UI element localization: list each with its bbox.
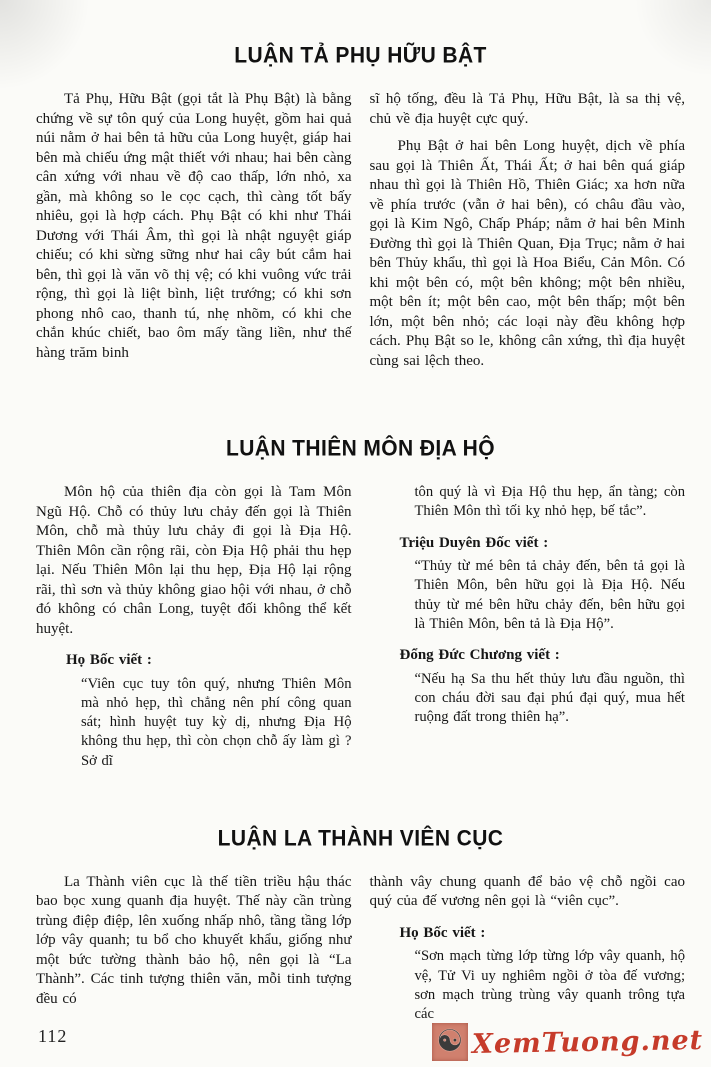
section-la-thanh-vien-cuc xyxy=(36,827,685,1025)
paragraph: thành vây chung quanh để bảo vệ chỗ ngồi cao quý của đế vương nên gọi là “viên cục”. xyxy=(369,873,685,910)
quote: “Viên cục tuy tôn quý, nhưng Thiên Môn mà nhỏ hẹp, thì chẳng nên phí công quan sát; hình huyệt tuy kỳ dị, nhưng Địa Hộ không thu hẹp, thì còn chọn chỗ ấy làm gì ? Sở dĩ xyxy=(81,675,352,769)
paragraph: sĩ hộ tống, đều là Tả Phụ, Hữu Bật, là sa thị vệ, chủ về địa huyệt cực quý. xyxy=(369,91,685,127)
left-column xyxy=(36,90,352,371)
yin-yang-icon: ☯ xyxy=(436,1024,464,1059)
watermark-text: XemTuong.net xyxy=(471,1024,704,1060)
quote: “Nếu hạ Sa thu hết thủy lưu đầu nguồn, thì con cháu đời sau đại phú đại quý, mua hết ruộng đất trong thiên hạ”. xyxy=(414,670,685,725)
quote-attribution: Họ Bốc viết : xyxy=(399,924,486,941)
paragraph: Phụ Bật ở hai bên Long huyệt, dịch về phía sau gọi là Thiên Ất, Thái Ất; ở hai bên quá giáp nhau thì gọi là Thiên Hồ, Thiên Giác; xa hơn nữa về phía trước (vẫn ở hai bên), có châu đầu vào, gọi là Kim Ngô, Chấp Pháp; nằm ở hai bên Minh Đường thì gọi là Thiên Quan, Địa Trục; nằm ở hai bên Thủy khẩu, thì gọi là Hoa Biểu, Cản Môn. Có khi một bên có, một bên không; một bên nhiều, một bên ít; một bên cao, một bên thấp; một bên lớn, một bên nhỏ; các loại này đều không hợp cách. Phụ Bật so le, không cân xứng, thì địa huyệt cùng sai lệch theo. xyxy=(369,138,685,369)
right-column xyxy=(370,873,686,1025)
quote: “Sơn mạch từng lớp từng lớp vây quanh, hộ vệ, Tử Vi uy nghiêm ngồi ở tòa đế vương; sơn mạch trùng trùng vây quanh trông tựa các xyxy=(414,948,685,1022)
two-column-text xyxy=(36,873,685,1025)
paragraph: Môn hộ của thiên địa còn gọi là Tam Môn Ngũ Hộ. Chỗ có thủy lưu chảy đến gọi là Thiên Môn, chỗ mà thủy lưu chảy đi gọi là Địa Hộ. Thiên Môn cần rộng rãi, còn Địa Hộ phải thu hẹp lại. Nếu Thiên Môn lại thu hẹp, Địa Hộ lại rộng rãi, thì sơn và thủy không giao hội với nhau, ở chỗ đó không có chân Long, tuyệt đối không thể kết huyệt. xyxy=(36,484,352,637)
two-column-text xyxy=(36,90,685,371)
section-title: LUẬN TẢ PHỤ HỮU BẬT xyxy=(234,43,487,68)
quote: “Thủy từ mé bên tả chảy đến, bên tả gọi là Thiên Môn, bên hữu gọi là Địa Hộ. Nếu thủy từ mé bên hữu chảy đến, bên hữu gọi là Thiên Môn, bên tả là Địa Hộ”. xyxy=(414,558,685,632)
quote-attribution: Đổng Đức Chương viết : xyxy=(399,647,560,663)
two-column-text xyxy=(36,483,685,771)
right-column xyxy=(370,90,686,371)
section-title: LUẬN LA THÀNH VIÊN CỤC xyxy=(217,826,504,851)
paragraph: La Thành viên cục là thế tiền triều hậu thác bao bọc xung quanh địa huyệt. Thế này cần trùng trùng điệp điệp, lên xuống nhấp nhô, tầng tầng lớp lớp vây quanh; tu bổ cho khuyết khẩu, giống như một bức tường thành bảo hộ, nên gọi là “La Thành”. Các tinh tượng thiên văn, mỗi tinh tượng đều có xyxy=(36,873,352,1007)
left-column xyxy=(36,483,352,771)
section-title: LUẬN THIÊN MÔN ĐỊA HỘ xyxy=(226,436,495,461)
left-column xyxy=(36,873,352,1025)
quote-continuation: tôn quý là vì Địa Hộ thu hẹp, ẩn tàng; còn Thiên Môn thì tối kỵ nhỏ hẹp, bế tắc”. xyxy=(414,484,685,520)
right-column xyxy=(370,483,686,771)
quote-attribution: Triệu Duyên Đốc viết : xyxy=(399,534,549,551)
quote-attribution: Họ Bốc viết : xyxy=(66,652,152,668)
page-number: 112 xyxy=(38,1026,68,1046)
watermark xyxy=(432,1023,703,1061)
section-ta-phu-huu-bat xyxy=(36,44,685,371)
paragraph: Tả Phụ, Hữu Bật (gọi tắt là Phụ Bật) là bằng chứng về sự tôn quý của Long huyệt, gồm hai quả núi nằm ở hai bên tả hữu của Long huyệt, giáp hai bên mà chiếu ứng mật thiết với nhau; hai bên càng cân xứng với nhau về độ cao thấp, lớn nhỏ, xa gần, mà không so le cọc cạch, thì càng tốt bấy nhiêu, gọi là hợp cách. Phụ Bật có khi như Thái Dương với Thái Âm, thì gọi là nhật nguyệt giáp chiếu; có khi sừng sững như hai cây bút cắm hai bên, thì gọi là văn võ thị vệ; có khi vuông vức trải rộng, thì gọi là liệt bình, liệt trướng; có khi sơn phong nhô cao, thanh tú, nhẹ nhõm, có khi che chắn khúc chiết, bao ôm mấy tầng liền, như thế hàng trăm binh xyxy=(36,91,352,361)
section-thien-mon-dia-ho xyxy=(36,437,685,771)
watermark-icon-box xyxy=(432,1023,468,1061)
